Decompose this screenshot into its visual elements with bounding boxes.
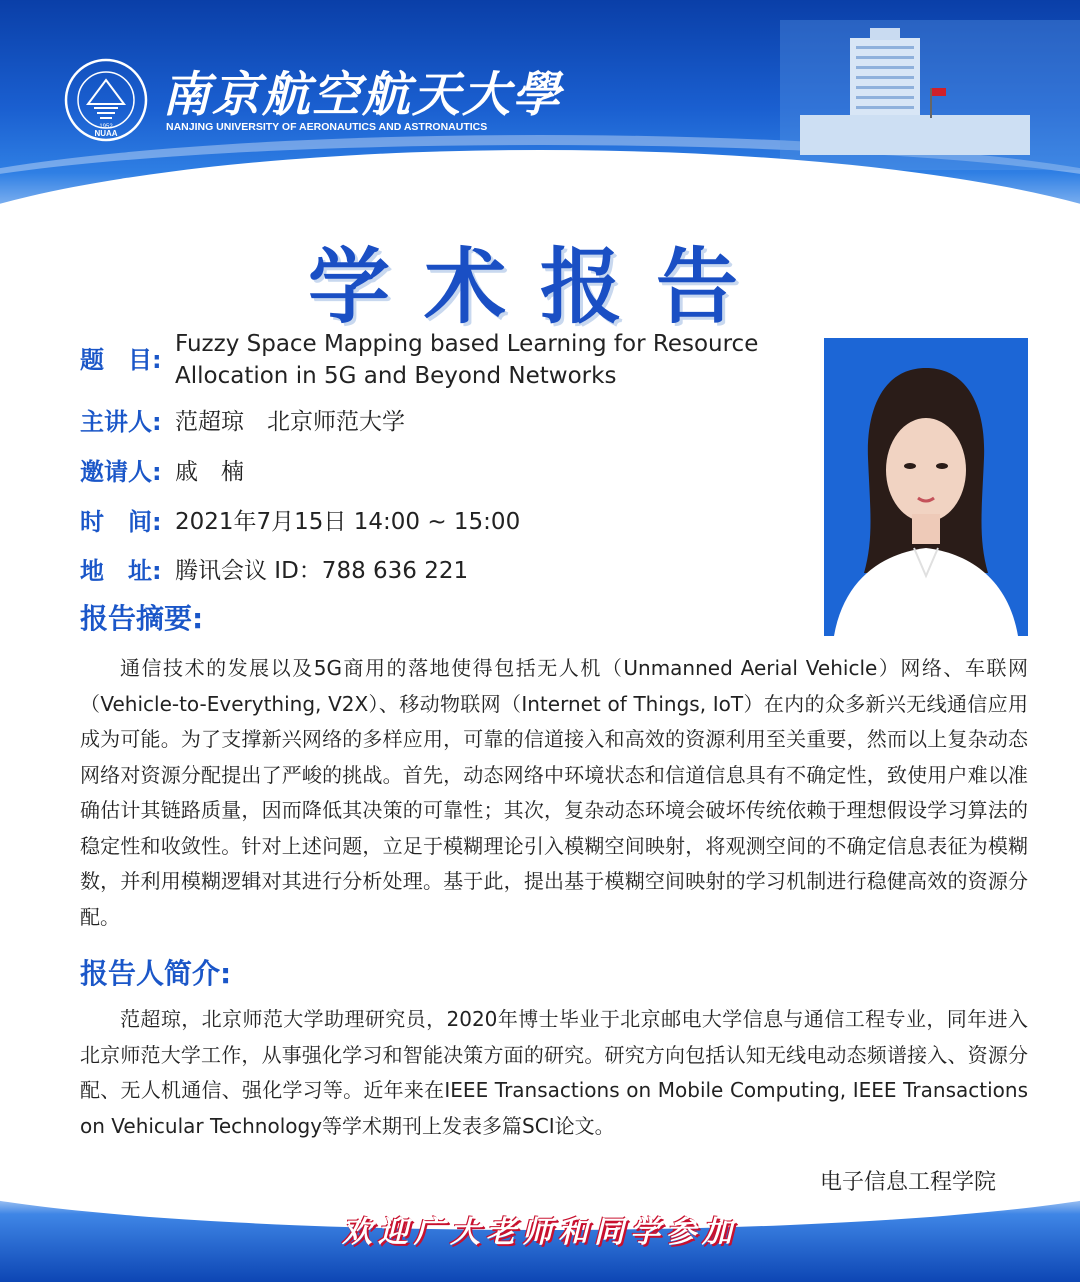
department-name: 电子信息工程学院 xyxy=(820,1170,997,1195)
speaker-label: 主讲人: xyxy=(80,408,162,436)
inviter-value: 戚 楠 xyxy=(175,459,244,485)
svg-text:1952: 1952 xyxy=(99,124,113,130)
university-logo xyxy=(64,58,148,142)
welcome-slogan: 欢迎广大老师和同学参加 xyxy=(342,1215,738,1250)
svg-text:NUAA: NUAA xyxy=(94,129,118,138)
campus-building-image xyxy=(780,20,1080,170)
time-value: 2021年7月15日 14:00 ~ 15:00 xyxy=(175,509,521,535)
abstract-text: 通信技术的发展以及5G商用的落地使得包括无人机（Unmanned Aerial Vehicle）网络、车联网（Vehicle-to-Everything, V2X）、移动物联网（Internet of Things, IoT）在内的众多新兴无线通信应用成为可能。为了支撑新兴网络的多样应用，可靠的信道接入和高效的资源利用至关重要，然而以上复杂动态网络对资源分配提出了严峻的挑战。首先，动态网络中环境状态和信道信息具有不确定性，致使用户难以准确估计其链路质量，因而降低其决策的可靠性；其次，复杂动态环境会破坏传统依赖于理想假设学习算法的稳定性和收敛性。针对上述问题，立足于模糊理论引入模糊空间映射，将观测空间的不确定信息表征为模糊数，并利用模糊逻辑对其进行分析处理。基于此，提出基于模糊空间映射的学习机制进行稳健高效的资源分配。 xyxy=(80,656,1028,929)
inviter-label: 邀请人: xyxy=(80,458,162,486)
header-banner xyxy=(0,0,1080,240)
school-name-en: NANJING UNIVERSITY OF AERONAUTICS AND ASTRONAUTICS xyxy=(166,121,488,133)
speaker-value: 范超琼 北京师范大学 xyxy=(175,409,405,435)
speaker-photo xyxy=(824,338,1028,636)
bio-heading: 报告人简介: xyxy=(80,957,232,990)
topic-value: Fuzzy Space Mapping based Learning for Resource Allocation in 5G and Beyond Networks xyxy=(175,331,759,389)
location-value: 腾讯会议 ID：788 636 221 xyxy=(175,558,469,584)
abstract-heading: 报告摘要: xyxy=(80,602,204,635)
topic-label: 题 目: xyxy=(80,346,162,374)
bio-text: 范超琼，北京师范大学助理研究员，2020年博士毕业于北京邮电大学信息与通信工程专业，同年进入北京师范大学工作，从事强化学习和智能决策方面的研究。研究方向包括认知无线电动态频谱接入、资源分配、无人机通信、强化学习等。近年来在IEEE Transactions on Mobile Computing, IEEE Transactions on Vehicular Technology等学术期刊上发表多篇SCI论文。 xyxy=(80,1007,1028,1138)
time-label: 时 间: xyxy=(80,508,162,536)
poster-title: 学术报告 xyxy=(307,240,772,335)
location-label: 地 址: xyxy=(80,557,162,585)
school-name-cn: 南京航空航天大學 xyxy=(162,67,563,123)
